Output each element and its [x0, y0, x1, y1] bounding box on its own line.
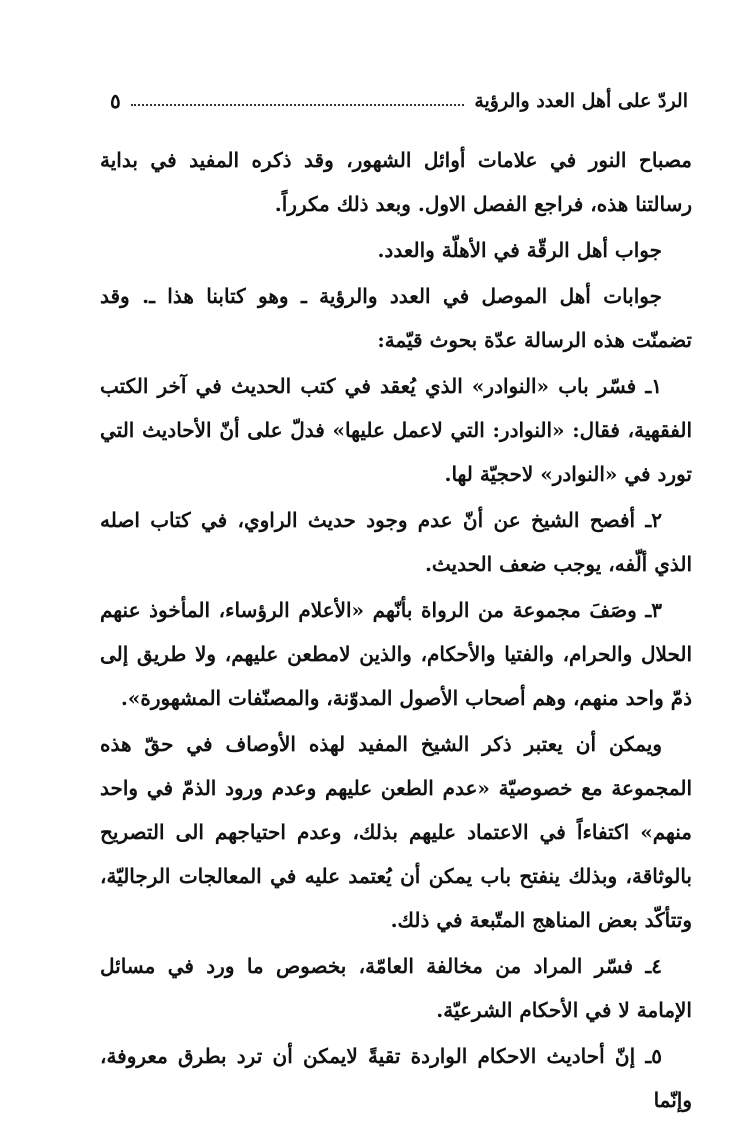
paragraph: ويمكن أن يعتبر ذكر الشيخ المفيد لهذه الأوصاف في حقّ هذه المجموعة مع خصوصيّة «عدم الطعن عليهم وعدم ورود الذمّ في واحد منهم» اكتفاءاً في الاعتماد عليهم بذلك، وعدم احتياجهم الى التصريح بالوثاقة، وبذلك ينفتح باب يمكن أن يُعتمد عليه في المعالجات الرجاليّة، وتتأكّد بعض المناهج المتّبعة في ذلك.: [100, 732, 692, 932]
paragraph: ٤ـ فسّر المراد من مخالفة العامّة، بخصوص ما ورد في مسائل الإمامة لا في الأحكام الشرعيّة.: [100, 954, 692, 1022]
paragraph: ٥ـ إنّ أحاديث الاحكام الواردة تقيةً لايمكن أن ترد بطرق معروفة، وإنّما: [100, 1044, 692, 1112]
paragraph: ٣ـ وصَفَ مجموعة من الرواة بأنّهم «الأعلام الرؤساء، المأخوذ عنهم الحلال والحرام، والفتيا والأحكام، والذين لامطعن عليهم، ولا طريق إلى ذمّ واحد منهم، وهم أصحاب الأصول المدوّنة، والمصنّفات المشهورة».: [100, 598, 692, 710]
body-text: [100, 138, 692, 1124]
paragraph: جوابات أهل الموصل في العدد والرؤية ـ وهو كتابنا هذا ـ. وقد تضمنّت هذه الرسالة عدّة بحوث قيّمة:: [100, 284, 692, 352]
paragraph: جواب أهل الرقّة في الأهلّة والعدد.: [377, 238, 662, 262]
paragraph: ٢ـ أفصح الشيخ عن أنّ عدم وجود حديث الراوي، في كتاب اصله الذي ألّفه، يوجب ضعف الحديث.: [100, 508, 692, 576]
header-dot-leader: [131, 104, 465, 106]
page-number: ٥: [110, 89, 121, 113]
running-header-title: الردّ على أهل العدد والرؤية: [474, 90, 688, 112]
paragraph: ١ـ فسّر باب «النوادر» الذي يُعقد في كتب الحديث في آخر الكتب الفقهية، فقال: «النوادر: التي لاعمل عليها» فدلّ على أنّ الأحاديث التي تورد في «النوادر» لاحجيّة لها.: [100, 374, 692, 486]
paragraph: مصباح النور في علامات أوائل الشهور، وقد ذكره المفيد في بداية رسالتنا هذه، فراجع الفصل الاول. وبعد ذلك مكرراً.: [100, 148, 692, 216]
running-header: [110, 86, 688, 116]
